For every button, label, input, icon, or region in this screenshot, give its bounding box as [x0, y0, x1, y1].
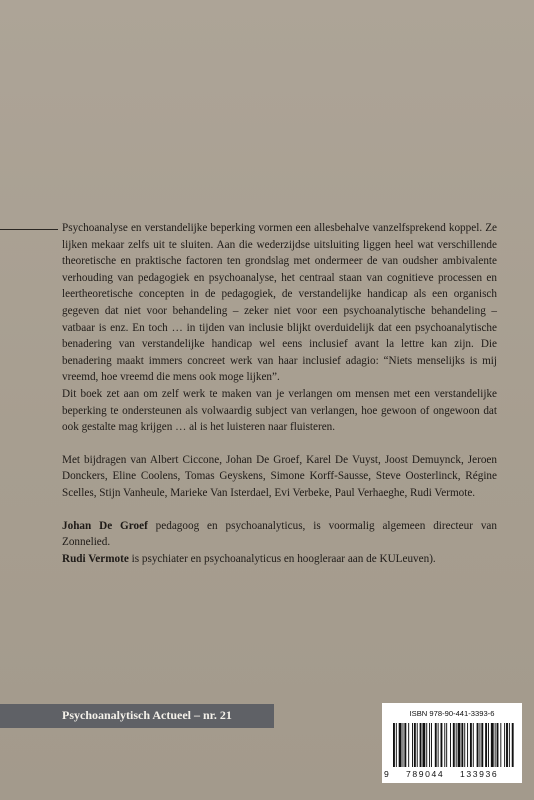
barcode-bar	[438, 723, 439, 767]
barcode-bar	[473, 723, 474, 767]
barcode-bar	[470, 723, 472, 767]
barcode-bar	[422, 723, 425, 767]
barcode-bar	[396, 723, 397, 767]
barcode-bar	[441, 723, 443, 767]
ean-digits-right: 133936	[460, 769, 499, 779]
author-1	[62, 518, 497, 551]
left-rule-line	[0, 229, 58, 230]
barcode-bar	[488, 723, 489, 767]
barcode-bar	[495, 723, 496, 767]
barcode-bar	[461, 723, 463, 767]
barcode-bar	[500, 723, 501, 767]
series-banner	[0, 704, 274, 728]
barcode-bar	[417, 723, 418, 767]
barcode-bar	[504, 723, 505, 767]
barcode-bar	[456, 723, 457, 767]
barcode-bar	[446, 723, 447, 767]
barcode-bar	[497, 723, 499, 767]
author-2-bio: is psychiater en psychoanalyticus en hoogleraar aan de KULeuven).	[128, 552, 436, 565]
series-label: Psychoanalytisch Actueel – nr. 21	[62, 708, 232, 722]
blurb-text	[62, 220, 497, 567]
barcode-bar	[408, 723, 409, 767]
barcode-bar	[467, 723, 468, 767]
barcode-bar	[414, 723, 416, 767]
barcode-bar	[426, 723, 427, 767]
barcode-bar	[429, 723, 430, 767]
ean-digit-first: 9	[384, 769, 389, 779]
barcode-bar	[444, 723, 445, 767]
author-2	[62, 551, 497, 568]
barcode-bar	[485, 723, 487, 767]
barcode-bar	[477, 723, 479, 767]
barcode-icon	[392, 723, 514, 767]
author-1-bio: pedagoog en psychoanalyticus, is voormalig algemeen directeur van Zonnelied.	[62, 519, 497, 549]
barcode-bar	[479, 723, 480, 767]
blurb-paragraph-2: Dit boek zet aan om zelf werk te maken van je verlangen om mensen met een verstandelijke beperking te ondersteunen als volwaardig subject van verlangen, hoe gewoon of ongewoon dat ook gestalte mag krijgen … al is het luisteren naar fluisteren.	[62, 387, 497, 434]
author-2-name: Rudi Vermote	[62, 552, 129, 565]
barcode-bar	[464, 723, 465, 767]
barcode-bar	[403, 723, 404, 767]
barcode-bar	[431, 723, 432, 767]
barcode-bar	[399, 723, 402, 767]
blurb-paragraph-1: Psychoanalyse en verstandelijke beperking vormen een allesbehalve vanzelfsprekend koppel. Ze lijken mekaar zelfs uit te sluiten. Aan die wederzijdse uitsluiting liggen heel wat verschillende theoretische en praktische factoren ten grondslag met ondermeer de van oudsher ambivalente verhouding van pedagogiek en psychoanalyse, het centraal staan van cognitieve processen en leertheoretische concepten in de pedagogiek, de verstandelijke handicap als een organisch gegeven dat niet voor behandeling – zeker niet voor een psychoanalytische behandeling – vatbaar is enz. En toch … in tijden van inclusie blijkt overduidelijk dat een psychoanalytische benadering van verstandelijke handicap wel eens inclusief avant la lettre kan zijn. Die benadering maakt immers concreet werk van haar inclusief adagio: “Niets menselijks is mij vreemd, hoe vreemd die mens ook moge lijken”.	[62, 222, 497, 384]
barcode-bar	[506, 723, 508, 767]
barcode-bar	[458, 723, 461, 767]
barcode-bar	[435, 723, 437, 767]
barcode-bar	[453, 723, 455, 767]
barcode-bar	[491, 723, 494, 767]
ean-digits-left: 789044	[406, 769, 445, 779]
contributors-paragraph: Met bijdragen van Albert Ciccone, Johan De Groef, Karel De Vuyst, Joost Demuynck, Jeroen Donckers, Eline Coolens, Tomas Geyskens, Simone Korff-Sausse, Steve Oosterlinck, Régine Scelles, Stijn Vanheule, Marieke Van Isterdael, Evi Verbeke, Paul Verhaeghe, Rudi Vermote.	[62, 453, 497, 499]
barcode-bar	[404, 723, 406, 767]
barcode-bar	[509, 723, 510, 767]
barcode-bar	[393, 723, 395, 767]
barcode-bar	[412, 723, 413, 767]
isbn-text: ISBN 978-90-441-3393-6	[409, 709, 495, 718]
barcode-bar	[420, 723, 422, 767]
barcode-bar	[512, 723, 514, 767]
barcode-bar	[481, 723, 483, 767]
barcode-bar	[450, 723, 451, 767]
barcode-panel	[382, 703, 522, 783]
author-1-name: Johan De Groef	[62, 519, 148, 532]
